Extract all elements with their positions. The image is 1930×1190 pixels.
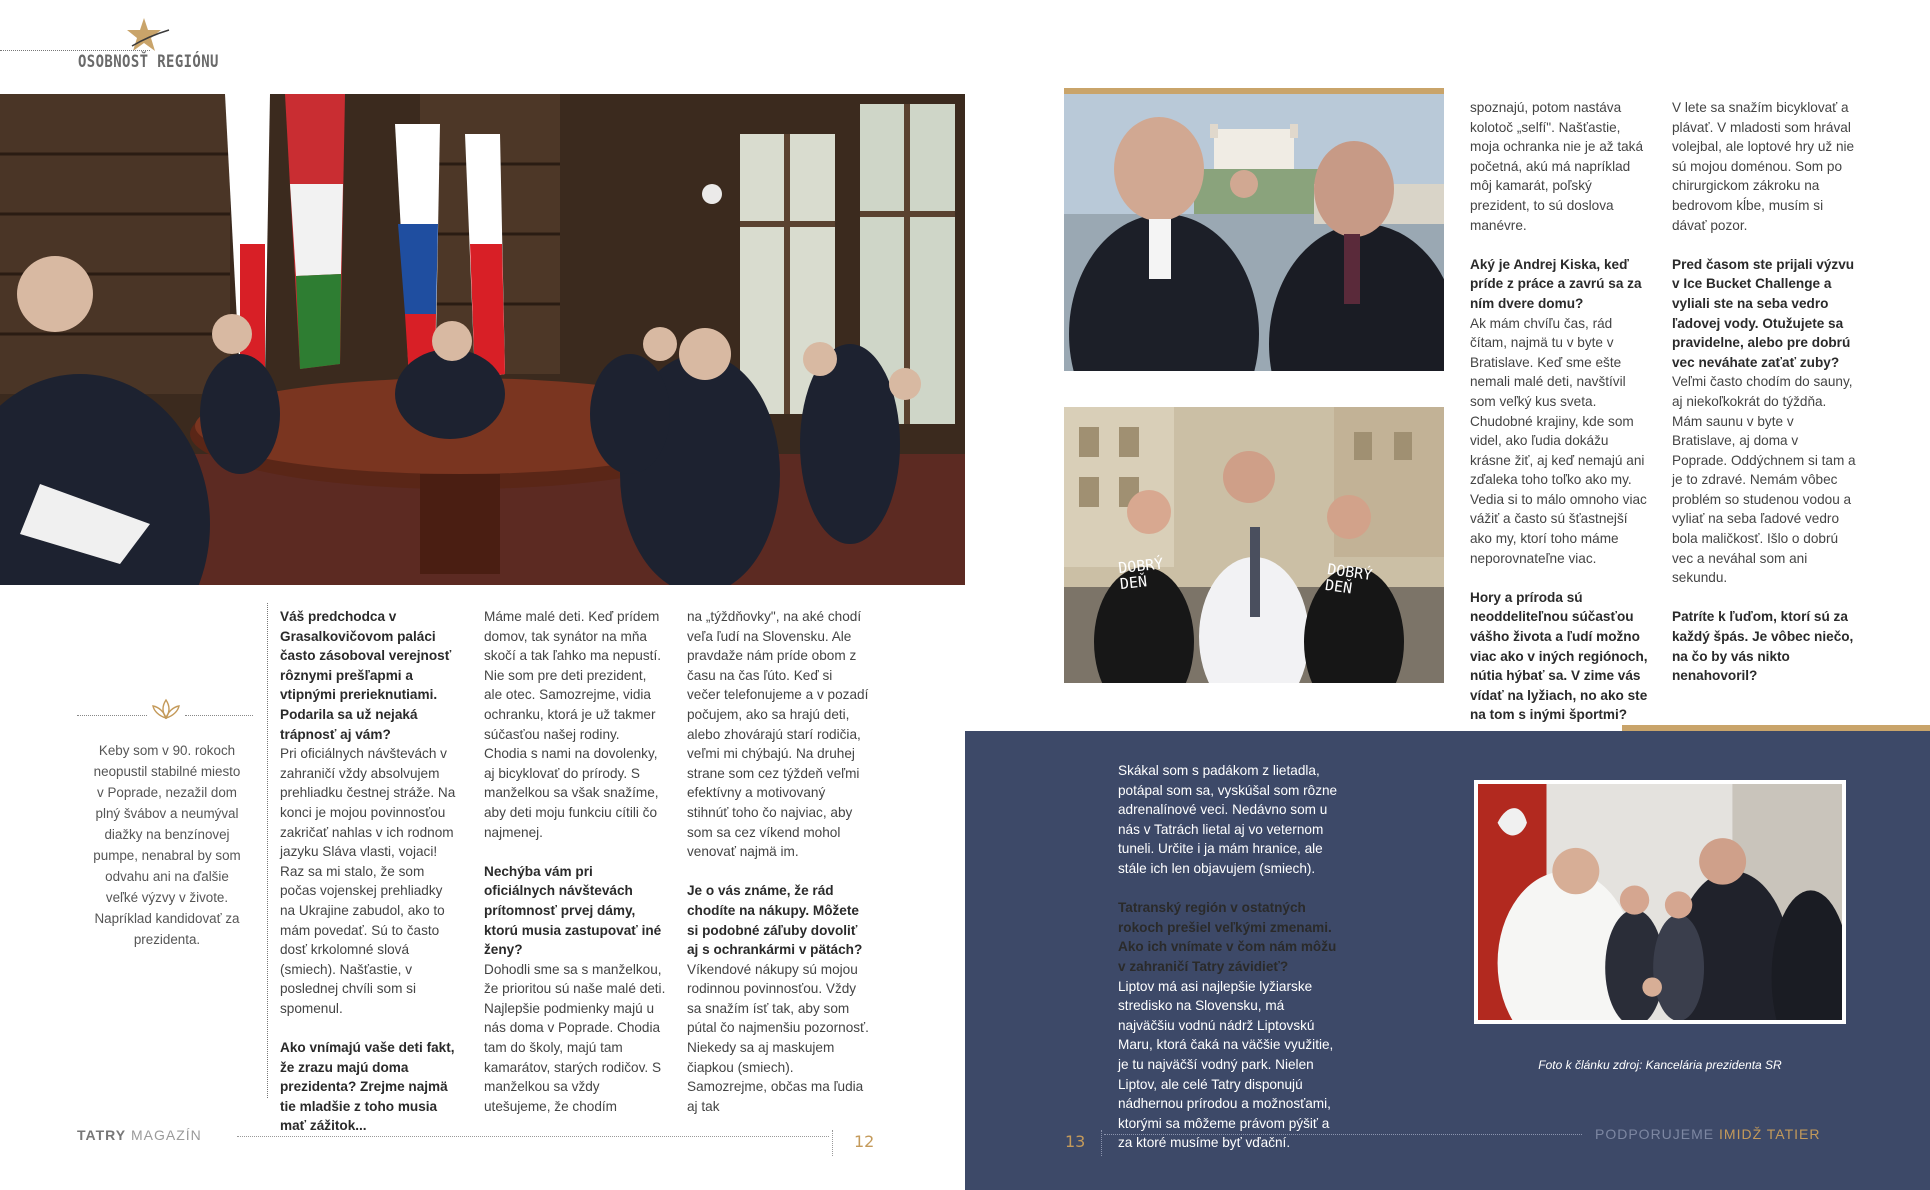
article-column-4 (1470, 98, 1650, 745)
interview-question: Je o vás známe, že rád chodíte na nákupy. Môžete si podobné záľuby dovoliť aj s ochrankármi v pätách? (687, 883, 863, 958)
footer-magazine-light: MAGAZÍN (130, 1127, 202, 1143)
photo-credit-caption: Foto k článku zdroj: Kancelária prezidenta SR (1538, 1058, 1782, 1072)
interview-answer: Veľmi často chodím do sauny, aj niekoľkokrát do týždňa. Mám saunu v byte v Bratislave, aj doma v Poprade. Oddýchnem si tam a je to zdravé. Nemám vôbec problém so studenou vodou a vyliať na seba ľadové vedro bola maličkosť. Išlo o dobrú vec a neváhal som ani sekundu. (1672, 374, 1856, 586)
lotus-ornament-icon (149, 698, 183, 720)
tshirt-print-right: DOBRÝ DEŇ (1323, 559, 1374, 598)
interview-answer: Skákal som s padákom z lietadla, potápal som sa, vyskúšal som rôzne adrenalínové veci. Nedávno som u nás v Tatrách lietal aj vo veternom tuneli. Určite i ja mám hranice, ale stále ich len objavujem (smiech). (1118, 763, 1338, 876)
article-paragraph (1672, 98, 1857, 235)
article-column-6 (1118, 761, 1343, 1172)
article-paragraph (484, 862, 666, 1117)
interview-answer: Máme malé deti. Keď prídem domov, tak synátor na mňa skočí a tak ľahko ma nepustí. Nie som pre deti prezident, ale otec. Samozrejme, vidia ochranku, ktorá je už takmer súčasťou našej rodiny. Chodia s nami na dovolenky, aj bicyklovať do prírody. S manželkou sa však snažíme, aby deti moju funkciu cítili čo najmenej. (484, 609, 661, 840)
article-paragraph (280, 1038, 460, 1136)
quote-rule-right (185, 715, 253, 716)
summit-meeting-photo (0, 94, 965, 585)
footer-tick-right (1101, 1130, 1102, 1156)
footer-dotted-rule-left (237, 1136, 829, 1137)
article-column-2 (484, 607, 666, 1136)
footer-slogan-accent: IMIDŽ TATIER (1719, 1126, 1821, 1142)
page-number-left: 12 (854, 1132, 875, 1151)
interview-question: Tatranský región v ostatných rokoch prešiel veľkými zmenami. Ako ich vnímate v čom nám môžu v zahraničí Tatry závidieť? (1118, 900, 1337, 974)
pull-quote: Keby som v 90. rokoch neopustil stabilné miesto v Poprade, nezažil dom plný švábov a neumýval diažky na benzínovej pumpe, nenabral by som odvahu ani na ďalšie veľké výzvy v živote. Napríklad kandidovať za prezidenta. (93, 743, 241, 947)
footer-magazine-name (77, 1127, 202, 1143)
quote-rule-left (77, 715, 147, 716)
footer-magazine-bold: TATRY (77, 1127, 127, 1143)
article-paragraph (1118, 898, 1343, 1153)
bratislava-castle-photo (1064, 94, 1444, 371)
interview-answer: Liptov má asi najlepšie lyžiarske stredisko na Slovensku, má najväčšiu vodnú nádrž Liptovskú Maru, ktorá čaká na väčšie využitie, je tu najväčší vodný park. Nielen Liptov, ale celé Tatry disponujú nádhernou prírodou a možnosťami, ktorými sa môžeme právom pýšiť a za ktoré musíme byť vďační. (1118, 978, 1334, 1151)
panel-accent-bar (1622, 725, 1930, 731)
dobry-den-street-photo (1064, 407, 1444, 683)
article-paragraph (687, 607, 869, 862)
interview-answer: Dohodli sme sa s manželkou, že prioritou sú naše malé deti. Najlepšie podmienky majú u nás doma v Poprade. Chodia tam do školy, majú tam kamarátov, starých rodičov. S manželkou sa vždy utešujeme, že chodím (484, 961, 666, 1114)
footer-slogan-light: PODPORUJEME (1595, 1126, 1715, 1142)
article-paragraph (1470, 255, 1650, 569)
interview-question: Nechýba vám pri oficiálnych návštevách prítomnosť prvej dámy, ktorú musia zastupovať iné ženy? (484, 863, 662, 958)
article-paragraph (1672, 607, 1857, 685)
interview-question: Hory a príroda sú neoddeliteľnou súčasťou vášho života a ľudí možno viac ako v iných regiónoch, nútia hýbať sa. V zime vás vídať na lyžiach, no ako ste na tom s inými športmi? (1470, 589, 1648, 723)
footer-tick-left (832, 1130, 833, 1156)
article-paragraph (1672, 255, 1857, 588)
page-number-right: 13 (1065, 1132, 1086, 1151)
interview-answer: Pri oficiálnych návštevách v zahraničí vždy absolvujem prehliadku čestnej stráže. Na konci je mojou povinnosťou zakričať nahlas v ich rodnom jazyku Sláva vlasti, vojaci! Raz sa mi stalo, že som počas vojenskej prehliadky na Ukrajine zabudol, ako to mám povedať. Sú to často dosť krkolomné slová (smiech). Našťastie, v poslednej chvíli som si spomenul. (280, 746, 456, 1016)
article-paragraph (1118, 761, 1343, 879)
interview-answer: spoznajú, potom nastáva kolotoč „selfí". Našťastie, moja ochranka nie je až taká početná, akú má napríklad môj kamarát, poľský prezident, to sú doslova manévre. (1470, 100, 1644, 233)
interview-answer: Ak mám chvíľu čas, rád čítam, najmä tu v byte v Bratislave. Keď sme ešte nemali malé deti, navštívil som veľký kus sveta. Chudobné krajiny, kde som videl, ako ľudia dokážu krásne žiť, aj keď nemajú ani zďaleka toho toľko ako my. Vedia si to málo omnoho viac vážiť a často sú šťastnejší ako my, ktorí toho máme neporovnateľne viac. (1470, 315, 1647, 566)
interview-question: Patríte k ľuďom, ktorí sú za každý špás. Je vôbec niečo, na čo by vás nikto nenahovoril? (1672, 609, 1854, 684)
footer-dotted-rule-right (1104, 1134, 1582, 1135)
article-paragraph (1470, 98, 1650, 235)
footer-slogan (1595, 1126, 1820, 1142)
interview-answer: na „týždňovky", na aké chodí veľa ľudí na Slovensku. Ale pravdaže nám príde obom z času na čas ľúto. Keď si večer telefonujeme a v pozadí počujem, ako sa hrajú deti, alebo zhovárajú starí rodičia, veľmi mi chýbajú. Na druhej strane som cez týždeň veľmi efektívny a motivovaný stihnúť toho čo najviac, aby som sa cez víkend mohol venovať najmä im. (687, 609, 869, 860)
article-column-5 (1672, 98, 1857, 705)
header-dotted-rule (0, 50, 150, 51)
article-paragraph (280, 607, 460, 1018)
interview-answer: V lete sa snažím bicyklovať a plávať. V mladosti som hrával volejbal, ale loptové hry už nie sú mojou doménou. Som po chirurgickom zákroku na bedrovom kĺbe, musím si dávať pozor. (1672, 100, 1855, 233)
interview-question: Ako vnímajú vaše deti fakt, že zrazu majú doma prezidenta? Zrejme najmä tie mladšie z toho musia mať zážitok... (280, 1040, 455, 1134)
tshirt-print-left: DOBRÝ DEŇ (1117, 554, 1165, 594)
interview-answer: Víkendové nákupy sú mojou rodinnou povinnosťou. Vždy sa snažím ísť tak, aby som pútal čo najmenšiu pozornosť. Niekedy sa aj maskujem čiapkou (smiech). Samozrejme, občas ma ľudia aj tak (687, 961, 869, 1114)
article-column-1 (280, 607, 460, 1156)
interview-question: Váš predchodca v Grasalkovičovom paláci často zásoboval verejnosť rôznymi prešľapmi a vtipnými prerieknutiami. Podarila sa už nejaká trápnosť aj vám? (280, 609, 452, 742)
interview-question: Aký je Andrej Kiska, keď príde z práce a zavrú sa za ním dvere domu? (1470, 256, 1642, 311)
article-paragraph (687, 881, 869, 1116)
article-column-3 (687, 607, 869, 1136)
section-title: OSOBNOSŤ REGIÓNU (78, 52, 219, 72)
interview-question: Pred časom ste prijali výzvu v Ice Bucket Challenge a vyliali ste na seba vedro ľadovej vody. Otužujete sa pravidelne, alebo pre dobrú vec neváhate zaťať zuby? (1672, 256, 1855, 370)
article-paragraph (1470, 588, 1650, 725)
article-paragraph (484, 607, 666, 842)
column-divider (267, 603, 268, 1098)
pope-handshake-photo (1474, 780, 1846, 1024)
